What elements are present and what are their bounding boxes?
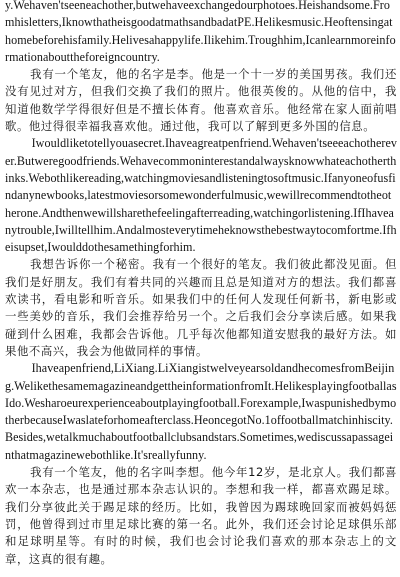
english-paragraph-1: y.Wehaven'tseeneachother,butwehaveexchangedourphotoes.Heishandsome.Fromhisletters,IknowthatheisgoodatmathsandbadatPE.Helikesmusic.Heoftensingathomebeforehisfamily.Helivesahappylife.Ilikehim.Troughhim,Icanlearnmoreinformationabouttheforeigncountry. (5, 0, 396, 64)
english-paragraph-2: Iwouldliketotellyouasecret.Ihaveagreatpenfriend.Wehaven'tseeeachotherever.Butweregoodfriends.Wehavecommoninterestandalwaysknowwhateachotherthinks.Webothlikereading,watchingmoviesandlisteningtosoftmusic.Ifanyoneofusfindanynewbooks,latestmoviesorsomewonderfulmusic,wewillrecommendtotheotherone.Andthenwewillsharethefeelingafterreading,watchingorlistening.IfIhaveanytrouble,Iwilltellhim.Andalmosteverytimeheknowsthebestwaytocomfortme.Ifheisupset,Iwoulddothesamethingforhim. (5, 136, 397, 255)
english-paragraph-3: Ihaveapenfriend,LiXiang.LiXiangistwelveyearsoldandhecomesfromBeijing.WelikethesamemagazineandgettheinformationfromIt.HelikesplayingfootballasIdo.Wesharoeurexperienceaboutplayingfootball.Forexample,IwaspunishedbymotherbecauseIwaslateforhomeafterclass.HeoncegotNo.1offootballmatchinhiscity.Besides,wetalkmuchaboutfootballclubsandstars.Sometimes,wediscussapassageinthatmagazinewebothlike.It'sreallyfunny. (5, 361, 397, 462)
chinese-paragraph-3: 我有一个笔友，他的名字叫李想。他今年12岁，是北京人。我们都喜欢一本杂志，也是通过那本杂志认识的。李想和我一样，都喜欢踢足球。我们分享彼此关于踢足球的经历。比如，我曾因为踢球晚回家而被妈妈惩罚，他曾得到过市里足球比赛的第一名。此外，我们还会讨论足球俱乐部和足球明星等。有时的时候，我们也会讨论我们喜欢的那本杂志上的文章，这真的很有趣。 (5, 465, 397, 566)
chinese-paragraph-1: 我有一个笔友，他的名字是李。他是一个十一岁的美国男孩。我们还没有见过对方，但我们交换了我们的照片。他很英俊的。从他的信中，我知道他数学学得很好但是不擅长体育。他喜欢音乐。他经常在家人面前唱歌。他过得很幸福我喜欢他。通过他，我可以了解到更多外国的信息。 (5, 67, 397, 134)
chinese-paragraph-2: 我想告诉你一个秘密。我有一个很好的笔友。我们彼此都没见面。但我们是好朋友。我们有着共同的兴趣而且总是知道对方的想法。我们都喜欢读书，看电影和听音乐。如果我们中的任何人发现任何新书，新电影或一些美妙的音乐，我们会推荐给另一个。之后我们会分享读后感。如果我碰到什么困难，我都会告诉他。几乎每次他都知道安慰我的最好方法。如果他不高兴，我会为他做同样的事情。 (5, 257, 397, 358)
